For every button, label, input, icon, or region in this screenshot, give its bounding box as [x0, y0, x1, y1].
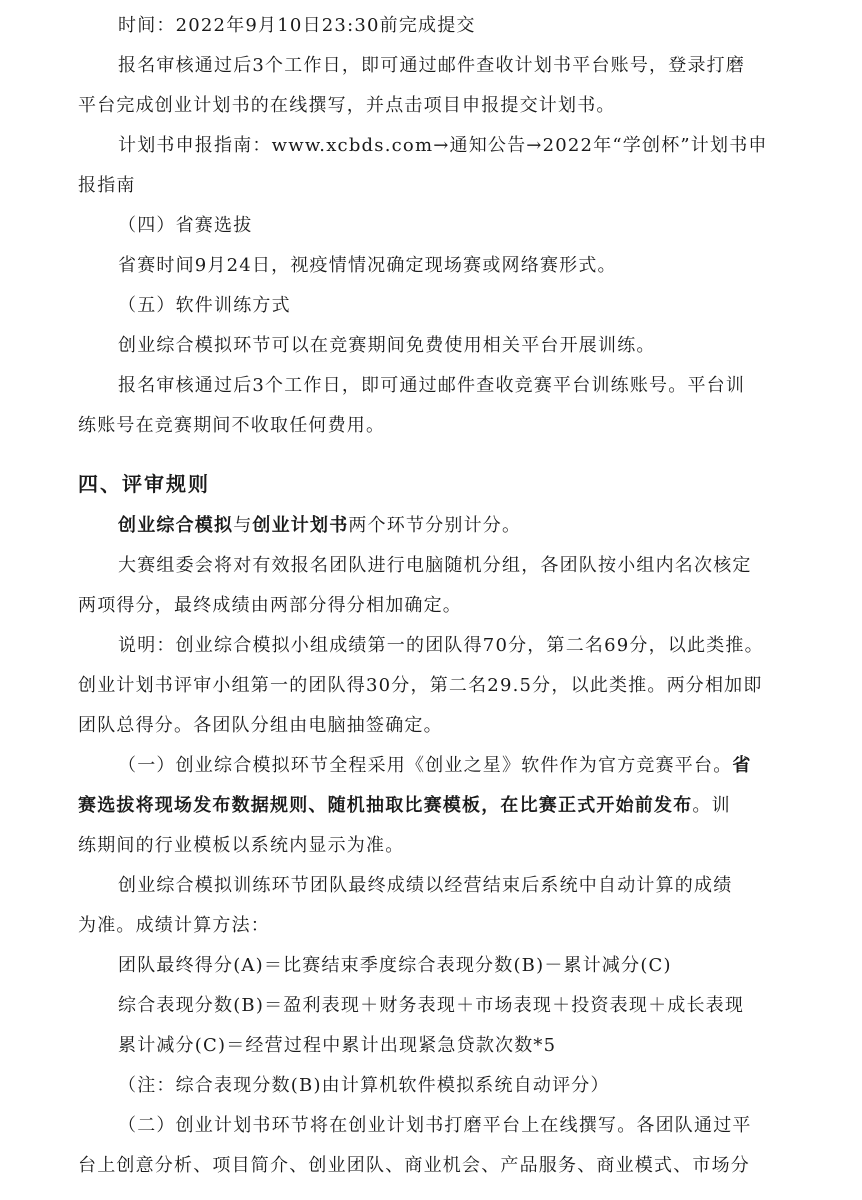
plan-guide-line: 计划书申报指南：www.xcbds.com→通知公告→2022年“学创杯”计划书申: [118, 135, 768, 156]
paragraph-line: 平台完成创业计划书的在线撰写，并点击项目申报提交计划书。: [78, 95, 616, 116]
paragraph-line: 说明：创业综合模拟小组成绩第一的团队得70分，第二名69分，以此类推。: [118, 635, 764, 656]
paragraph-line: 创业计划书评审小组第一的团队得30分，第二名29.5分，以此类推。两分相加即: [78, 675, 763, 696]
bold-text: 省: [732, 755, 752, 776]
paragraph-line: [78, 786, 790, 826]
paragraph-line: 团队总得分。各团队分组由电脑抽签确定。: [78, 715, 443, 736]
scoring-intro-line: [78, 506, 790, 546]
paragraph-line: 创业综合模拟训练环节团队最终成绩以经营结束后系统中自动计算的成绩: [118, 875, 733, 896]
paragraph-line: [78, 746, 790, 786]
bold-text: 赛选拔将现场发布数据规则、随机抽取比赛模板，在比赛正式开始前发布: [78, 795, 693, 816]
paragraph-line: （二）创业计划书环节将在创业计划书打磨平台上在线撰写。各团队通过平: [118, 1115, 752, 1136]
paragraph-line: 练期间的行业模板以系统内显示为准。: [78, 835, 405, 856]
text-fragment: 与: [233, 515, 253, 536]
paragraph-line: 台上创意分析、项目简介、创业团队、商业机会、产品服务、商业模式、市场分: [78, 1155, 750, 1176]
paragraph-line: 报名审核通过后3个工作日，即可通过邮件查收竞赛平台训练账号。平台训: [118, 375, 746, 396]
text-fragment: 两个环节分别计分。: [348, 515, 522, 536]
formula-line: 累计减分(C)＝经营过程中累计出现紧急贷款次数*5: [118, 1035, 557, 1056]
paragraph-line: 练账号在竞赛期间不收取任何费用。: [78, 415, 386, 436]
text-fragment: （一）创业综合模拟环节全程采用《创业之星》软件作为官方竞赛平台。: [118, 755, 733, 776]
paragraph-line: 报指南: [78, 175, 136, 196]
subsection-title-training: （五）软件训练方式: [118, 295, 291, 316]
paragraph-line: 省赛时间9月24日，视疫情情况确定现场赛或网络赛形式。: [118, 255, 617, 276]
subsection-title-provincial: （四）省赛选拔: [118, 215, 253, 236]
text-fragment: 。训: [692, 795, 731, 816]
bold-term: 创业综合模拟: [118, 515, 234, 536]
formula-line: 综合表现分数(B)＝盈利表现＋财务表现＋市场表现＋投资表现＋成长表现: [118, 995, 745, 1016]
note-line: （注：综合表现分数(B)由计算机软件模拟系统自动评分）: [118, 1075, 610, 1096]
paragraph-line: 创业综合模拟环节可以在竞赛期间免费使用相关平台开展训练。: [118, 335, 656, 356]
paragraph-line: 为准。成绩计算方法：: [78, 915, 270, 936]
formula-line: 团队最终得分(A)＝比赛结束季度综合表现分数(B)－累计减分(C): [118, 955, 672, 976]
paragraph-line: 报名审核通过后3个工作日，即可通过邮件查收计划书平台账号，登录打磨: [118, 55, 746, 76]
paragraph-line: 两项得分，最终成绩由两部分得分相加确定。: [78, 595, 462, 616]
paragraph-line: 大赛组委会将对有效报名团队进行电脑随机分组，各团队按小组内名次核定: [118, 555, 752, 576]
submission-deadline: 时间：2022年9月10日23:30前完成提交: [118, 15, 476, 36]
section-heading-review-rules: 四、评审规则: [78, 472, 210, 496]
bold-term: 创业计划书: [252, 515, 349, 536]
